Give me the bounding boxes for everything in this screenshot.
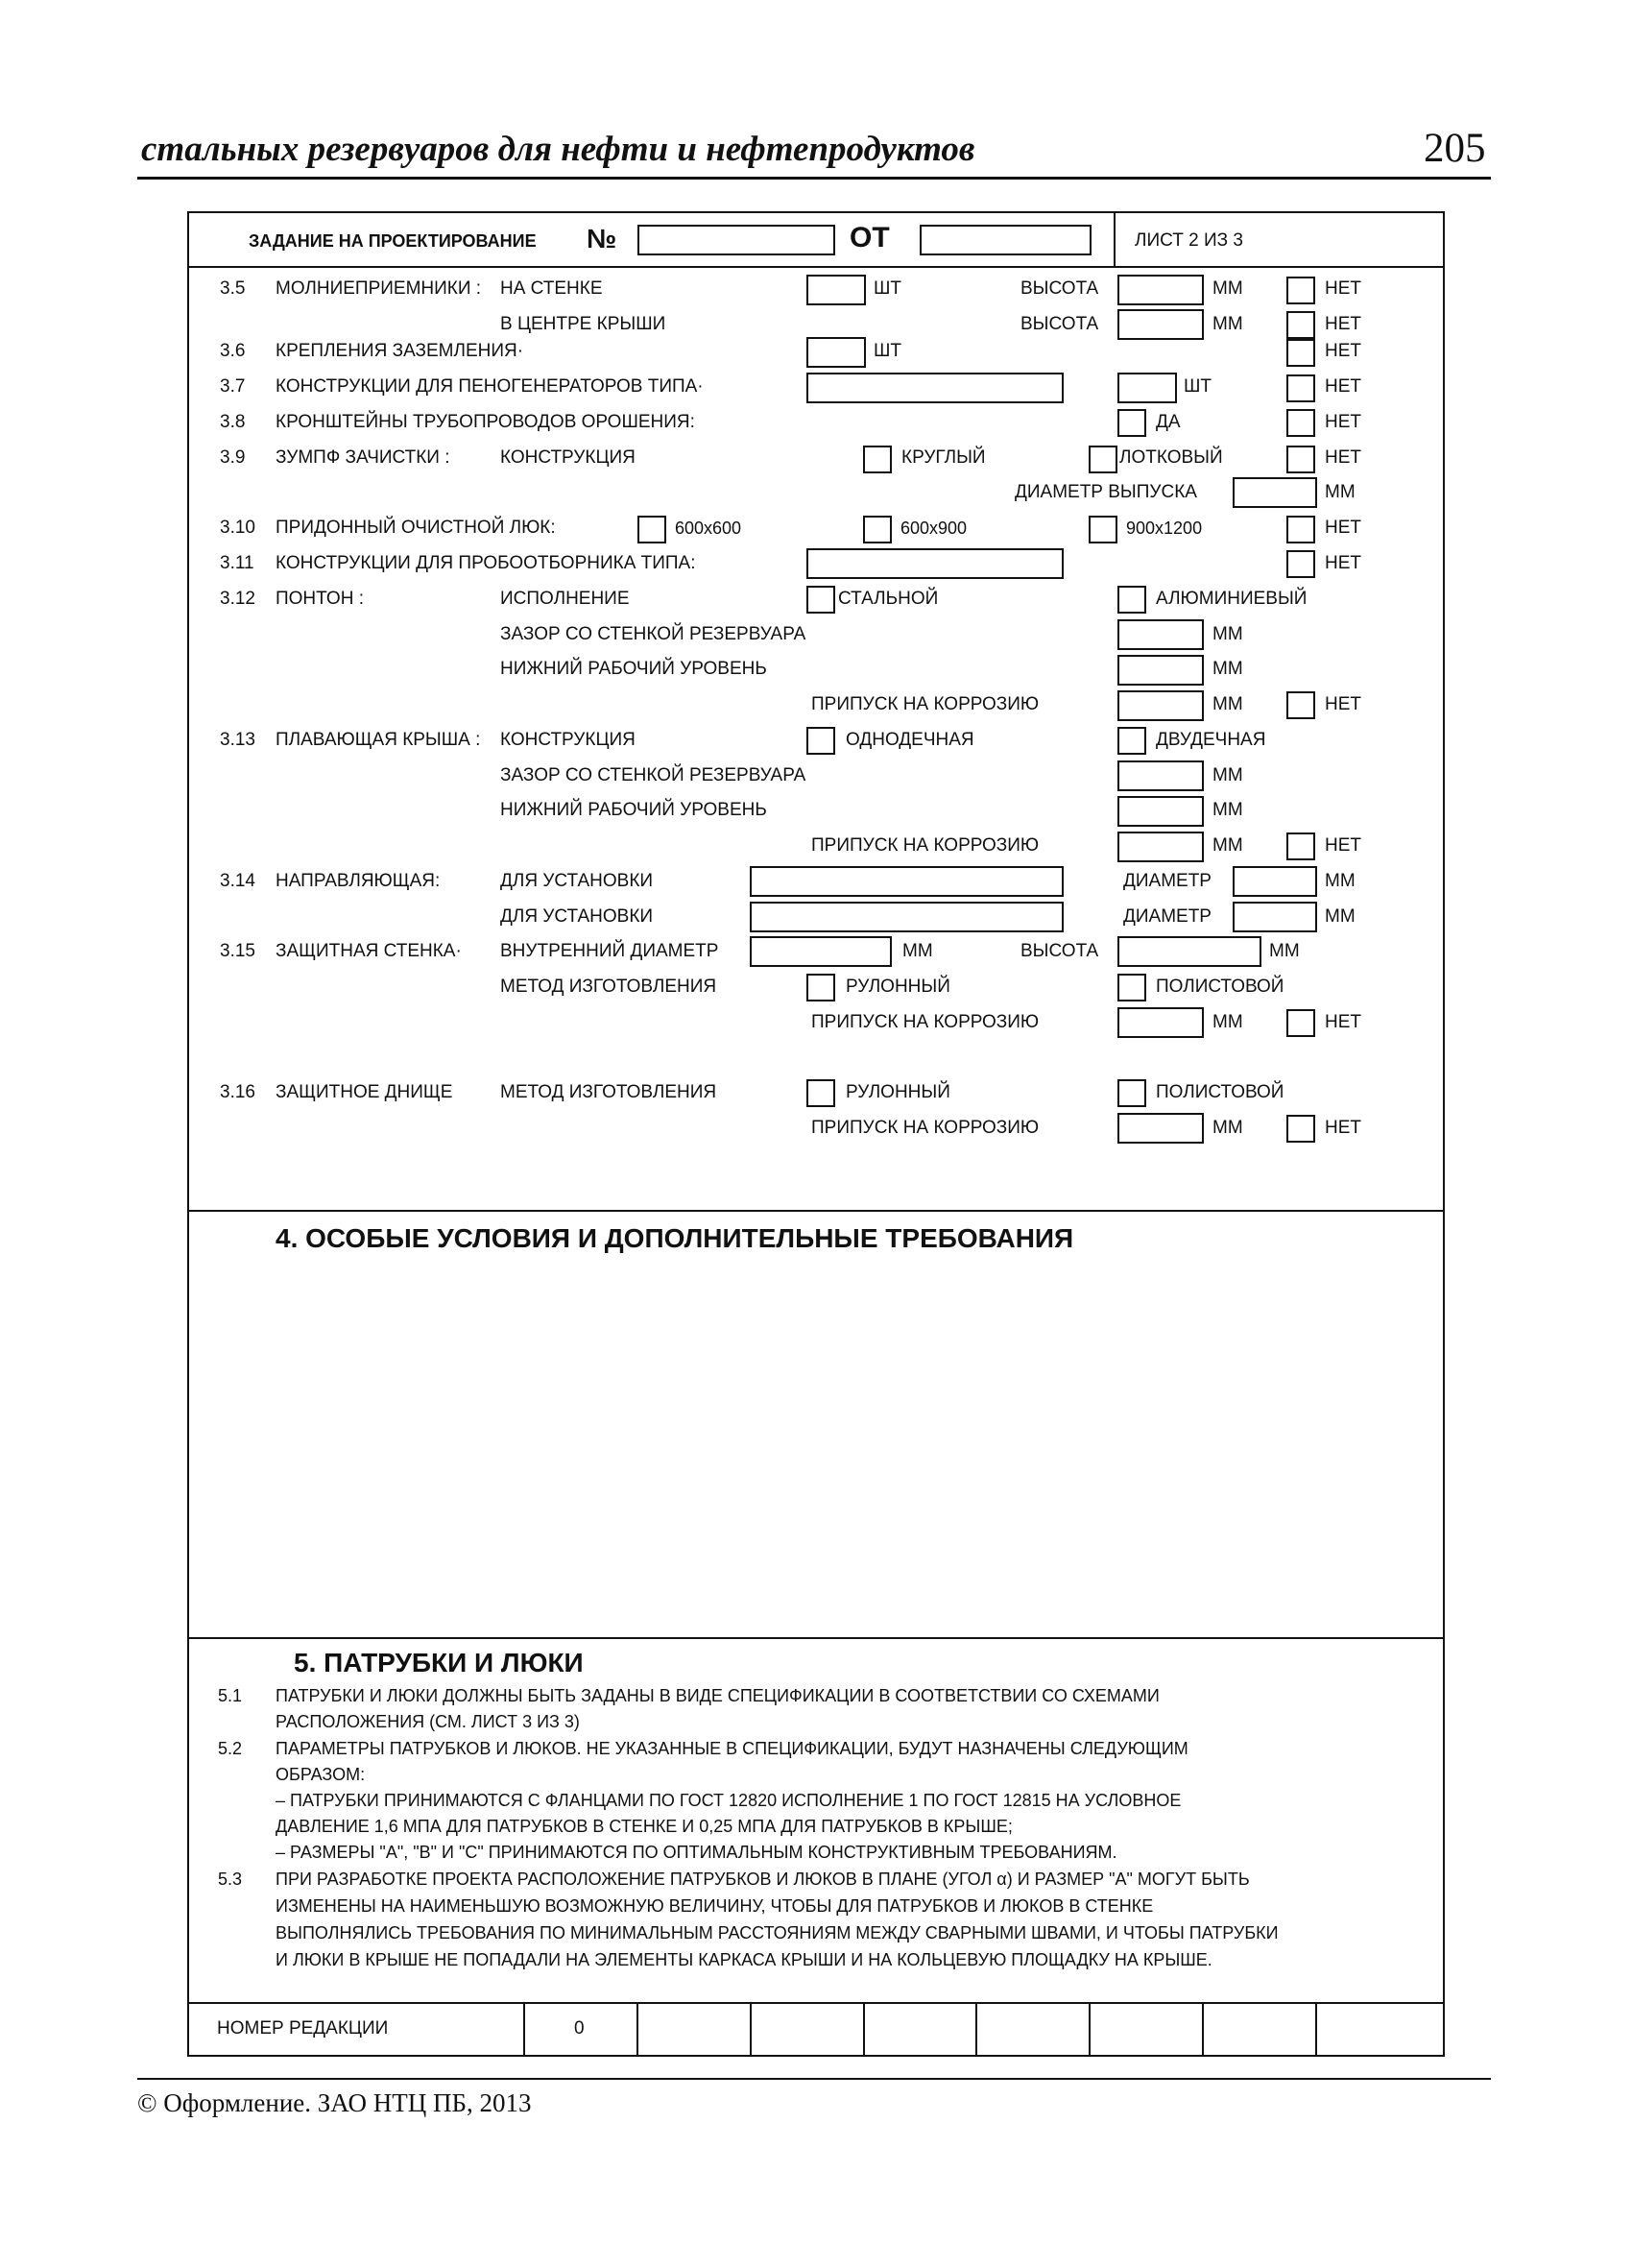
protective-bottom-label: ЗАЩИТНОЕ ДНИЩЕ bbox=[276, 1082, 453, 1102]
size-900x1200-checkbox[interactable] bbox=[1089, 516, 1117, 543]
no-label: НЕТ bbox=[1325, 1012, 1361, 1032]
unit-mm: ММ bbox=[902, 941, 933, 961]
paragraph-line: ПРИ РАЗРАБОТКЕ ПРОЕКТА РАСПОЛОЖЕНИЕ ПАТРУБКОВ И ЛЮКОВ В ПЛАНЕ (УГОЛ α) И РАЗМЕР "А" МОГУТ БЫТЬ bbox=[276, 1870, 1250, 1889]
item-number: 3.6 bbox=[220, 341, 246, 361]
section5-divider bbox=[187, 1637, 1445, 1639]
height-label: ВЫСОТА bbox=[1020, 278, 1099, 299]
unit-mm: ММ bbox=[1212, 800, 1243, 820]
from-label: ОТ bbox=[850, 222, 890, 253]
revision-divider bbox=[187, 2002, 1445, 2004]
no-checkbox[interactable] bbox=[1286, 339, 1315, 367]
on-wall-label: НА СТЕНКЕ bbox=[500, 278, 603, 299]
double-deck-label: ДВУДЕЧНАЯ bbox=[1156, 730, 1266, 750]
no-checkbox[interactable] bbox=[1286, 277, 1315, 304]
item-number: 3.10 bbox=[220, 518, 255, 538]
roll-checkbox[interactable] bbox=[806, 1079, 835, 1107]
outlet-diameter-label: ДИАМЕТР ВЫПУСКА bbox=[1015, 482, 1197, 502]
item-number: 3.16 bbox=[220, 1082, 255, 1102]
yes-checkbox[interactable] bbox=[1117, 409, 1146, 437]
method-label: МЕТОД ИЗГОТОВЛЕНИЯ bbox=[500, 977, 717, 997]
construction-label: КОНСТРУКЦИЯ bbox=[500, 447, 636, 468]
yes-label: ДА bbox=[1156, 412, 1181, 432]
no-label: НЕТ bbox=[1325, 447, 1361, 468]
steel-label: СТАЛЬНОЙ bbox=[838, 589, 939, 609]
paragraph-line: – ПАТРУБКИ ПРИНИМАЮТСЯ С ФЛАНЦАМИ ПО ГОСТ 12820 ИСПОЛНЕНИЕ 1 ПО ГОСТ 12815 НА УСЛОВНОЕ bbox=[276, 1791, 1182, 1810]
no-checkbox[interactable] bbox=[1286, 311, 1315, 339]
revision-value: 0 bbox=[574, 2018, 585, 2039]
footer-rule bbox=[137, 2078, 1491, 2080]
double-deck-checkbox[interactable] bbox=[1117, 727, 1146, 755]
number-sign: № bbox=[587, 224, 617, 253]
cleaning-hatch-label: ПРИДОННЫЙ ОЧИСТНОЙ ЛЮК: bbox=[276, 518, 556, 538]
unit-mm: ММ bbox=[1325, 482, 1356, 502]
sheet-label: ПОЛИСТОВОЙ bbox=[1156, 1082, 1284, 1102]
revision-cell-divider bbox=[523, 2002, 525, 2057]
task-label: ЗАДАНИЕ НА ПРОЕКТИРОВАНИЕ bbox=[249, 231, 537, 251]
unit-mm: ММ bbox=[1212, 624, 1243, 644]
lightning-rods-count-field[interactable] bbox=[806, 275, 866, 305]
paragraph-line: ПАРАМЕТРЫ ПАТРУБКОВ И ЛЮКОВ. НЕ УКАЗАННЫЕ В СПЕЦИФИКАЦИИ, БУДУТ НАЗНАЧЕНЫ СЛЕДУЮЩИМ bbox=[276, 1739, 1188, 1758]
construction-label: КОНСТРУКЦИЯ bbox=[500, 730, 636, 750]
item-number: 3.7 bbox=[220, 376, 246, 397]
roof-rod-height-field[interactable] bbox=[1117, 309, 1204, 340]
inner-diameter-label: ВНУТРЕННИЙ ДИАМЕТР bbox=[500, 941, 719, 961]
roll-checkbox[interactable] bbox=[806, 974, 835, 1001]
size-600x600-checkbox[interactable] bbox=[637, 516, 666, 543]
sump-label: ЗУМПФ ЗАЧИСТКИ : bbox=[276, 447, 450, 468]
page-number: 205 bbox=[1424, 126, 1486, 171]
roof-center-label: В ЦЕНТРЕ КРЫШИ bbox=[500, 314, 666, 334]
unit-pcs: ШТ bbox=[874, 278, 902, 299]
unit-mm: ММ bbox=[1212, 659, 1243, 679]
no-label: НЕТ bbox=[1325, 1118, 1361, 1138]
no-label: НЕТ bbox=[1325, 694, 1361, 714]
round-checkbox[interactable] bbox=[863, 446, 892, 473]
bottom-corrosion-field[interactable] bbox=[1117, 1113, 1204, 1144]
grounding-mounts-label: КРЕПЛЕНИЯ ЗАЗЕМЛЕНИЯ· bbox=[276, 341, 524, 361]
gap-label: ЗАЗОР СО СТЕНКОЙ РЕЗЕРВУАРА bbox=[500, 765, 806, 785]
unit-mm: ММ bbox=[1325, 871, 1356, 891]
no-label: НЕТ bbox=[1325, 835, 1361, 856]
unit-mm: ММ bbox=[1212, 314, 1243, 334]
revision-cell-divider bbox=[636, 2002, 638, 2057]
size-900x1200-label: 900x1200 bbox=[1126, 519, 1203, 538]
page-header-title: стальных резервуаров для нефти и нефтепродуктов bbox=[141, 130, 975, 169]
paragraph-line: ИЗМЕНЕНЫ НА НАИМЕНЬШУЮ ВОЗМОЖНУЮ ВЕЛИЧИНУ, ЧТОБЫ ДЛЯ ПАТРУБКОВ И ЛЮКОВ В СТЕНКЕ bbox=[276, 1896, 1154, 1916]
pontoon-low-level-field[interactable] bbox=[1117, 655, 1204, 686]
task-number-field[interactable] bbox=[637, 225, 835, 255]
paragraph-line: ОБРАЗОМ: bbox=[276, 1765, 366, 1784]
item-number: 3.11 bbox=[220, 553, 254, 573]
no-label: НЕТ bbox=[1325, 278, 1361, 299]
guide-install-field-1[interactable] bbox=[750, 866, 1064, 897]
guide-label: НАПРАВЛЯЮЩАЯ: bbox=[276, 871, 441, 891]
lightning-rods-label: МОЛНИЕПРИЕМНИКИ : bbox=[276, 278, 482, 299]
height-label: ВЫСОТА bbox=[1020, 941, 1099, 961]
steel-checkbox[interactable] bbox=[806, 586, 835, 614]
sheet-label: ПОЛИСТОВОЙ bbox=[1156, 977, 1284, 997]
item-number: 5.3 bbox=[218, 1870, 243, 1889]
grounding-count-field[interactable] bbox=[806, 337, 866, 368]
unit-mm: ММ bbox=[1212, 694, 1243, 714]
diameter-label: ДИАМЕТР bbox=[1123, 871, 1212, 891]
single-deck-label: ОДНОДЕЧНАЯ bbox=[846, 730, 974, 750]
no-label: НЕТ bbox=[1325, 314, 1361, 334]
item-number: 3.15 bbox=[220, 941, 255, 961]
wall-inner-diameter-field[interactable] bbox=[750, 936, 892, 967]
no-checkbox[interactable] bbox=[1286, 446, 1315, 473]
round-label: КРУГЛЫЙ bbox=[901, 447, 986, 468]
form-header-divider bbox=[187, 266, 1445, 268]
item-number: 3.12 bbox=[220, 589, 255, 609]
corrosion-allowance-label: ПРИПУСК НА КОРРОЗИЮ bbox=[811, 1118, 1040, 1138]
paragraph-line: И ЛЮКИ В КРЫШЕ НЕ ПОПАДАЛИ НА ЭЛЕМЕНТЫ КАРКАСА КРЫШИ И НА КОЛЬЦЕВУЮ ПЛОЩАДКУ НА КРЫШЕ. bbox=[276, 1950, 1212, 1969]
roll-label: РУЛОННЫЙ bbox=[846, 1082, 950, 1102]
corrosion-allowance-label: ПРИПУСК НА КОРРОЗИЮ bbox=[811, 1012, 1040, 1032]
no-checkbox[interactable] bbox=[1286, 1115, 1315, 1143]
unit-pcs: ШТ bbox=[874, 341, 902, 361]
size-600x900-label: 600x900 bbox=[900, 519, 968, 538]
unit-pcs: ШТ bbox=[1184, 376, 1212, 397]
unit-mm: ММ bbox=[1212, 1118, 1243, 1138]
roof-low-level-field[interactable] bbox=[1117, 796, 1204, 827]
no-checkbox[interactable] bbox=[1286, 550, 1315, 578]
for-install-label: ДЛЯ УСТАНОВКИ bbox=[500, 871, 654, 891]
section4-divider bbox=[187, 1210, 1445, 1212]
guide-install-field-2[interactable] bbox=[750, 902, 1064, 932]
item-number: 3.8 bbox=[220, 412, 246, 432]
no-label: НЕТ bbox=[1325, 412, 1361, 432]
foam-generator-type-field[interactable] bbox=[806, 373, 1064, 403]
revision-cell-divider bbox=[1315, 2002, 1317, 2057]
corrosion-allowance-label: ПРИПУСК НА КОРРОЗИЮ bbox=[811, 694, 1040, 714]
task-date-field[interactable] bbox=[920, 225, 1092, 255]
revision-cell-divider bbox=[1089, 2002, 1091, 2057]
aluminum-label: АЛЮМИНИЕВЫЙ bbox=[1156, 589, 1308, 609]
pontoon-label: ПОНТОН : bbox=[276, 589, 364, 609]
no-checkbox[interactable] bbox=[1286, 691, 1315, 719]
sheet-checkbox[interactable] bbox=[1117, 1079, 1146, 1107]
form-header-sheet-divider bbox=[1114, 211, 1116, 267]
paragraph-line: РАСПОЛОЖЕНИЯ (СМ. ЛИСТ 3 ИЗ 3) bbox=[276, 1712, 580, 1731]
low-level-label: НИЖНИЙ РАБОЧИЙ УРОВЕНЬ bbox=[500, 800, 767, 820]
revision-cell-divider bbox=[863, 2002, 865, 2057]
floating-roof-label: ПЛАВАЮЩАЯ КРЫША : bbox=[276, 730, 481, 750]
item-number: 3.14 bbox=[220, 871, 255, 891]
tray-label: ЛОТКОВЫЙ bbox=[1119, 447, 1223, 468]
no-label: НЕТ bbox=[1325, 518, 1361, 538]
unit-mm: ММ bbox=[1212, 835, 1243, 856]
wall-corrosion-field[interactable] bbox=[1117, 1007, 1204, 1038]
unit-mm: ММ bbox=[1212, 278, 1243, 299]
roll-label: РУЛОННЫЙ bbox=[846, 977, 950, 997]
aluminum-checkbox[interactable] bbox=[1117, 586, 1146, 614]
section5-title: 5. ПАТРУБКИ И ЛЮКИ bbox=[294, 1648, 584, 1677]
no-checkbox[interactable] bbox=[1286, 832, 1315, 860]
unit-mm: ММ bbox=[1212, 1012, 1243, 1032]
foam-generator-count-field[interactable] bbox=[1117, 373, 1177, 403]
pontoon-corrosion-field[interactable] bbox=[1117, 690, 1204, 721]
paragraph-line: ВЫПОЛНЯЛИСЬ ТРЕБОВАНИЯ ПО МИНИМАЛЬНЫМ РАССТОЯНИЯМ МЕЖДУ СВАРНЫМИ ШВАМИ, И ЧТОБЫ ПАТРУБКИ bbox=[276, 1923, 1279, 1942]
no-label: НЕТ bbox=[1325, 376, 1361, 397]
item-number: 3.13 bbox=[220, 730, 255, 750]
single-deck-checkbox[interactable] bbox=[806, 727, 835, 755]
wall-rod-height-field[interactable] bbox=[1117, 275, 1204, 305]
no-checkbox[interactable] bbox=[1286, 516, 1315, 543]
item-number: 3.5 bbox=[220, 278, 246, 299]
pontoon-gap-field[interactable] bbox=[1117, 619, 1204, 650]
diameter-label: ДИАМЕТР bbox=[1123, 906, 1212, 927]
irrigation-brackets-label: КРОНШТЕЙНЫ ТРУБОПРОВОДОВ ОРОШЕНИЯ: bbox=[276, 412, 695, 432]
corrosion-allowance-label: ПРИПУСК НА КОРРОЗИЮ bbox=[811, 835, 1040, 856]
section4-title: 4. ОСОБЫЕ УСЛОВИЯ И ДОПОЛНИТЕЛЬНЫЕ ТРЕБОВАНИЯ bbox=[276, 1223, 1074, 1253]
no-checkbox[interactable] bbox=[1286, 374, 1315, 402]
revision-cell-divider bbox=[1202, 2002, 1204, 2057]
no-label: НЕТ bbox=[1325, 341, 1361, 361]
unit-mm: ММ bbox=[1269, 941, 1300, 961]
outlet-diameter-field[interactable] bbox=[1233, 477, 1317, 508]
sampler-label: КОНСТРУКЦИИ ДЛЯ ПРОБООТБОРНИКА ТИПА: bbox=[276, 553, 696, 573]
roof-corrosion-field[interactable] bbox=[1117, 832, 1204, 862]
no-checkbox[interactable] bbox=[1286, 409, 1315, 437]
method-label: МЕТОД ИЗГОТОВЛЕНИЯ bbox=[500, 1082, 717, 1102]
tray-checkbox[interactable] bbox=[1089, 446, 1117, 473]
guide-diameter-field-2[interactable] bbox=[1233, 902, 1317, 932]
sheet-checkbox[interactable] bbox=[1117, 974, 1146, 1001]
wall-height-field[interactable] bbox=[1117, 936, 1261, 967]
roof-gap-field[interactable] bbox=[1117, 760, 1204, 791]
paragraph-line: – РАЗМЕРЫ "А", "В" И "С" ПРИНИМАЮТСЯ ПО ОПТИМАЛЬНЫМ КОНСТРУКТИВНЫМ ТРЕБОВАНИЯМ. bbox=[276, 1843, 1117, 1862]
size-600x600-label: 600x600 bbox=[675, 519, 742, 538]
header-rule bbox=[137, 177, 1491, 180]
revision-cell-divider bbox=[975, 2002, 977, 2057]
guide-diameter-field-1[interactable] bbox=[1233, 866, 1317, 897]
no-checkbox[interactable] bbox=[1286, 1009, 1315, 1037]
sheet-label: ЛИСТ 2 ИЗ 3 bbox=[1135, 230, 1243, 251]
for-install-label: ДЛЯ УСТАНОВКИ bbox=[500, 906, 654, 927]
execution-label: ИСПОЛНЕНИЕ bbox=[500, 589, 630, 609]
footer-copyright: © Оформление. ЗАО НТЦ ПБ, 2013 bbox=[137, 2088, 532, 2117]
revision-label: НОМЕР РЕДАКЦИИ bbox=[217, 2018, 389, 2039]
protective-wall-label: ЗАЩИТНАЯ СТЕНКА· bbox=[276, 941, 462, 961]
no-label: НЕТ bbox=[1325, 553, 1361, 573]
size-600x900-checkbox[interactable] bbox=[863, 516, 892, 543]
foam-generator-label: КОНСТРУКЦИИ ДЛЯ ПЕНОГЕНЕРАТОРОВ ТИПА· bbox=[276, 376, 704, 397]
item-number: 5.1 bbox=[218, 1686, 243, 1705]
revision-cell-divider bbox=[750, 2002, 752, 2057]
paragraph-line: ДАВЛЕНИЕ 1,6 МПА ДЛЯ ПАТРУБКОВ В СТЕНКЕ И 0,25 МПА ДЛЯ ПАТРУБКОВ В КРЫШЕ; bbox=[276, 1817, 1013, 1836]
item-number: 3.9 bbox=[220, 447, 246, 468]
unit-mm: ММ bbox=[1325, 906, 1356, 927]
item-number: 5.2 bbox=[218, 1739, 243, 1758]
unit-mm: ММ bbox=[1212, 765, 1243, 785]
low-level-label: НИЖНИЙ РАБОЧИЙ УРОВЕНЬ bbox=[500, 659, 767, 679]
gap-label: ЗАЗОР СО СТЕНКОЙ РЕЗЕРВУАРА bbox=[500, 624, 806, 644]
paragraph-line: ПАТРУБКИ И ЛЮКИ ДОЛЖНЫ БЫТЬ ЗАДАНЫ В ВИДЕ СПЕЦИФИКАЦИИ В СООТВЕТСТВИИ СО СХЕМАМИ bbox=[276, 1686, 1160, 1705]
height-label: ВЫСОТА bbox=[1020, 314, 1099, 334]
sampler-type-field[interactable] bbox=[806, 548, 1064, 579]
